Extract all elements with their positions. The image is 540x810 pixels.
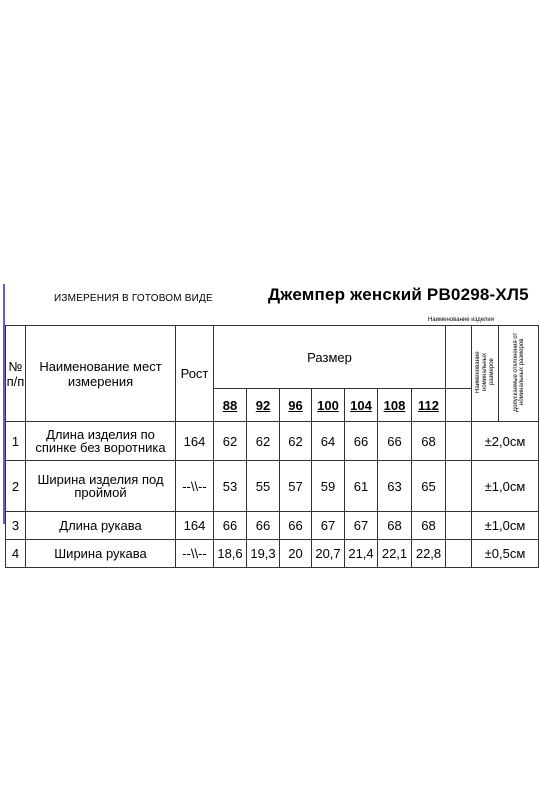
col-header-blank	[446, 326, 472, 389]
row-value: 22,8	[412, 540, 446, 568]
size-label: 104	[345, 389, 378, 422]
row-value: 68	[412, 422, 446, 461]
row-value: 68	[412, 512, 446, 540]
table-row	[6, 512, 539, 540]
col-header-size: Размер	[214, 326, 446, 389]
row-value: 22,1	[378, 540, 412, 568]
row-value: 65	[412, 461, 446, 512]
row-value: 68	[378, 512, 412, 540]
row-blank	[446, 461, 472, 512]
measurement-sheet	[0, 284, 540, 561]
row-value: 66	[214, 512, 247, 540]
row-tolerance: ±2,0см	[472, 422, 539, 461]
row-value: 62	[247, 422, 280, 461]
row-value: 67	[345, 512, 378, 540]
table-row	[6, 461, 539, 512]
row-name: Длина рукава	[26, 512, 176, 540]
product-sub-label: Наименование изделия	[428, 317, 494, 323]
row-height: 164	[176, 512, 214, 540]
col-header-tolerance-text: Допускаемые отклонения от номинальных размеров	[512, 332, 525, 412]
row-height: --\\--	[176, 461, 214, 512]
row-name: Ширина рукава	[26, 540, 176, 568]
row-value: 64	[312, 422, 345, 461]
col-header-name: Наименование мест измерения	[26, 326, 176, 422]
row-height: 164	[176, 422, 214, 461]
row-blank	[446, 540, 472, 568]
row-value: 19,3	[247, 540, 280, 568]
size-label: 96	[280, 389, 312, 422]
row-number: 3	[6, 512, 26, 540]
row-value: 66	[378, 422, 412, 461]
row-height: --\\--	[176, 540, 214, 568]
row-number: 2	[6, 461, 26, 512]
measurement-table	[5, 325, 539, 568]
col-header-num: № п/п	[6, 326, 26, 422]
row-value: 66	[345, 422, 378, 461]
row-value: 67	[312, 512, 345, 540]
row-value: 66	[280, 512, 312, 540]
row-value: 61	[345, 461, 378, 512]
row-tolerance: ±1,0см	[472, 461, 539, 512]
size-label: 88	[214, 389, 247, 422]
row-value: 18,6	[214, 540, 247, 568]
size-label: 92	[247, 389, 280, 422]
product-title: Джемпер женский РВ0298-ХЛ5	[268, 285, 529, 304]
row-tolerance: ±0,5см	[472, 540, 539, 568]
row-value: 66	[247, 512, 280, 540]
row-value: 59	[312, 461, 345, 512]
row-tolerance: ±1,0см	[472, 512, 539, 540]
row-blank	[446, 422, 472, 461]
sheet-title: ИЗМЕРЕНИЯ В ГОТОВОМ ВИДЕ	[54, 293, 213, 304]
col-header-nominal-text: Наименование номинальных размеров	[474, 351, 495, 393]
row-name: Длина изделия по спинке без воротника	[26, 422, 176, 461]
row-value: 20,7	[312, 540, 345, 568]
row-value: 20	[280, 540, 312, 568]
row-name: Ширина изделия под проймой	[26, 461, 176, 512]
row-value: 53	[214, 461, 247, 512]
row-number: 4	[6, 540, 26, 568]
table-row	[6, 422, 539, 461]
size-label-blank	[446, 389, 472, 422]
row-number: 1	[6, 422, 26, 461]
col-header-nominal	[472, 326, 499, 422]
row-value: 21,4	[345, 540, 378, 568]
size-label: 100	[312, 389, 345, 422]
size-label: 112	[412, 389, 446, 422]
table-header-row	[6, 326, 539, 389]
table-row	[6, 540, 539, 568]
size-label: 108	[378, 389, 412, 422]
row-value: 57	[280, 461, 312, 512]
row-value: 55	[247, 461, 280, 512]
row-value: 63	[378, 461, 412, 512]
col-header-tolerance	[499, 326, 539, 422]
col-header-height: Рост	[176, 326, 214, 422]
row-value: 62	[214, 422, 247, 461]
row-value: 62	[280, 422, 312, 461]
row-blank	[446, 512, 472, 540]
